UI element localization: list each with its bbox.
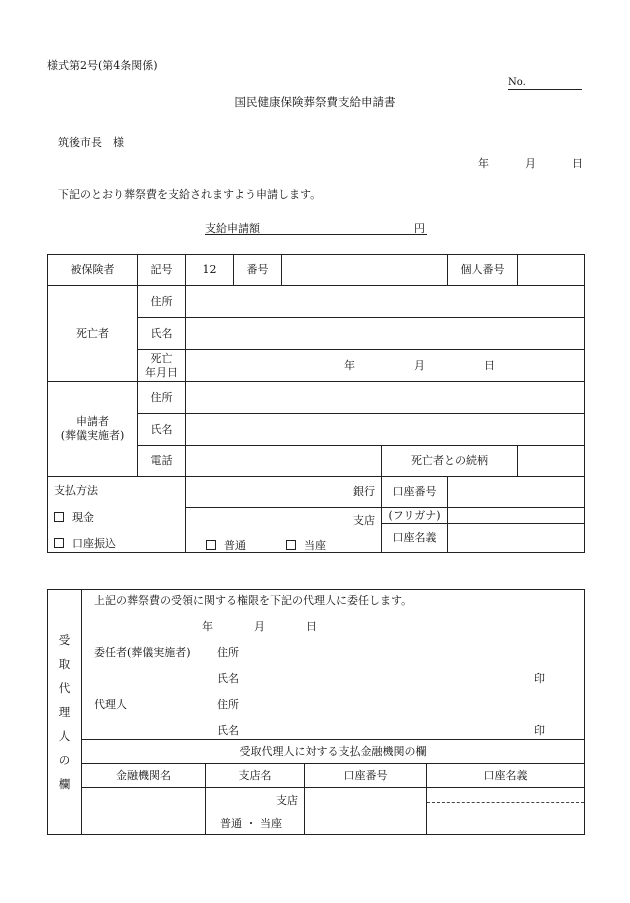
furigana-label: (フリガナ) — [382, 508, 448, 524]
delegation-section — [82, 590, 585, 740]
ordinary-checkbox[interactable] — [206, 540, 216, 550]
applicant-address-field[interactable] — [186, 382, 585, 414]
agent-account-name-field[interactable] — [427, 788, 585, 835]
kojin-label: 個人番号 — [448, 255, 518, 286]
col-account-number: 口座番号 — [305, 764, 427, 788]
furigana-divider — [427, 802, 584, 803]
account-number-field[interactable] — [448, 477, 585, 508]
current-option[interactable] — [286, 539, 326, 553]
phone-label: 電話 — [138, 446, 186, 477]
agent-side-char-7: 欄 — [58, 777, 71, 791]
delegation-day: 日 — [306, 620, 317, 633]
bango-field[interactable] — [282, 255, 448, 286]
transfer-option[interactable] — [54, 537, 116, 551]
delegator-name-label: 氏名 — [217, 672, 239, 685]
addressee: 筑後市長 様 — [58, 136, 124, 149]
number-field[interactable] — [508, 76, 582, 90]
death-day: 日 — [484, 359, 495, 372]
furigana-field[interactable] — [448, 508, 585, 524]
agent-side-char-5: 人 — [58, 729, 71, 743]
agent-seal: 印 — [534, 724, 545, 737]
deceased-label: 死亡者 — [48, 286, 138, 382]
death-date-label-line2: 年月日 — [145, 365, 178, 379]
account-name-field[interactable] — [448, 524, 585, 553]
applicant-name-field[interactable] — [186, 414, 585, 446]
bank-section-title: 受取代理人に対する支払金融機関の欄 — [82, 740, 585, 764]
delegation-year: 年 — [202, 620, 213, 633]
ordinary-label: 普通 — [224, 539, 246, 552]
phone-field[interactable] — [186, 446, 382, 477]
institution-field[interactable] — [82, 788, 206, 835]
agent-name-label: 氏名 — [217, 724, 239, 737]
kigo-value[interactable]: 12 — [186, 255, 234, 286]
date-month: 月 — [525, 157, 536, 170]
cash-option[interactable] — [54, 511, 94, 525]
applicant-name-label: 氏名 — [138, 414, 186, 446]
transfer-checkbox[interactable] — [54, 538, 64, 548]
amount-field[interactable] — [205, 220, 427, 235]
agent-side-char-2: 取 — [58, 657, 71, 671]
document-title: 国民健康保険葬祭費支給申請書 — [234, 95, 396, 109]
delegator-address-label: 住所 — [217, 646, 239, 659]
branch-label: 支店 — [353, 514, 375, 527]
form-number: 様式第2号(第4条関係) — [47, 59, 158, 72]
delegator-seal: 印 — [534, 672, 545, 685]
account-name-label: 口座名義 — [382, 524, 448, 553]
kojin-field[interactable] — [518, 255, 585, 286]
deceased-address-label: 住所 — [138, 286, 186, 318]
insured-label: 被保険者 — [48, 255, 138, 286]
cash-checkbox[interactable] — [54, 512, 64, 522]
date-day: 日 — [572, 157, 583, 170]
branch-name-field[interactable] — [206, 788, 305, 835]
agent-label: 代理人 — [94, 698, 127, 711]
death-date-label-line1: 死亡 — [150, 351, 173, 365]
cash-label: 現金 — [72, 511, 94, 524]
current-label: 当座 — [304, 539, 326, 552]
request-text: 下記のとおり葬祭費を支給されますよう申請します。 — [58, 188, 322, 201]
relation-field[interactable] — [518, 446, 585, 477]
applicant-label-line1: 申請者 — [76, 415, 109, 429]
applicant-address-label: 住所 — [138, 382, 186, 414]
amount-label: 支給申請額 — [205, 222, 260, 235]
agent-side-char-1: 受 — [58, 633, 71, 647]
delegator-label: 委任者(葬儀実施者) — [94, 646, 191, 659]
deceased-name-field[interactable] — [186, 318, 585, 350]
col-account-name: 口座名義 — [427, 764, 585, 788]
bango-label: 番号 — [234, 255, 282, 286]
death-month: 月 — [414, 359, 425, 372]
col-institution: 金融機関名 — [82, 764, 206, 788]
payment-method-cell — [48, 477, 186, 553]
deceased-name-label: 氏名 — [138, 318, 186, 350]
delegation-month: 月 — [254, 620, 265, 633]
kigo-label: 記号 — [138, 255, 186, 286]
branch-suffix: 支店 — [276, 794, 298, 807]
account-type-options[interactable]: 普通 ・ 当座 — [220, 817, 282, 830]
applicant-label — [48, 382, 138, 477]
agent-side-char-4: 理 — [58, 705, 71, 719]
death-date-label — [138, 350, 186, 382]
death-year: 年 — [344, 359, 355, 372]
account-number-label: 口座番号 — [382, 477, 448, 508]
number-label: No. — [508, 77, 526, 88]
date-year: 年 — [478, 157, 489, 170]
relation-label: 死亡者との続柄 — [382, 446, 518, 477]
applicant-label-line2: (葬儀実施者) — [60, 429, 125, 442]
agent-account-number-field[interactable] — [305, 788, 427, 835]
bank-field[interactable]: 銀行 — [186, 477, 382, 508]
amount-unit: 円 — [414, 222, 425, 235]
branch-field[interactable] — [186, 508, 382, 553]
death-date-field[interactable] — [186, 350, 585, 382]
agent-side-char-3: 代 — [58, 681, 71, 695]
current-checkbox[interactable] — [286, 540, 296, 550]
agent-side-label — [48, 590, 82, 835]
payment-method-label: 支払方法 — [54, 484, 98, 497]
agent-address-label: 住所 — [217, 698, 239, 711]
agent-side-char-6: の — [58, 753, 71, 767]
transfer-label: 口座振込 — [72, 537, 116, 550]
agent-table — [47, 589, 585, 835]
ordinary-option[interactable] — [206, 539, 246, 553]
delegation-text: 上記の葬祭費の受領に関する権限を下記の代理人に委任します。 — [94, 594, 413, 607]
application-table — [47, 254, 585, 553]
deceased-address-field[interactable] — [186, 286, 585, 318]
col-branch: 支店名 — [206, 764, 305, 788]
